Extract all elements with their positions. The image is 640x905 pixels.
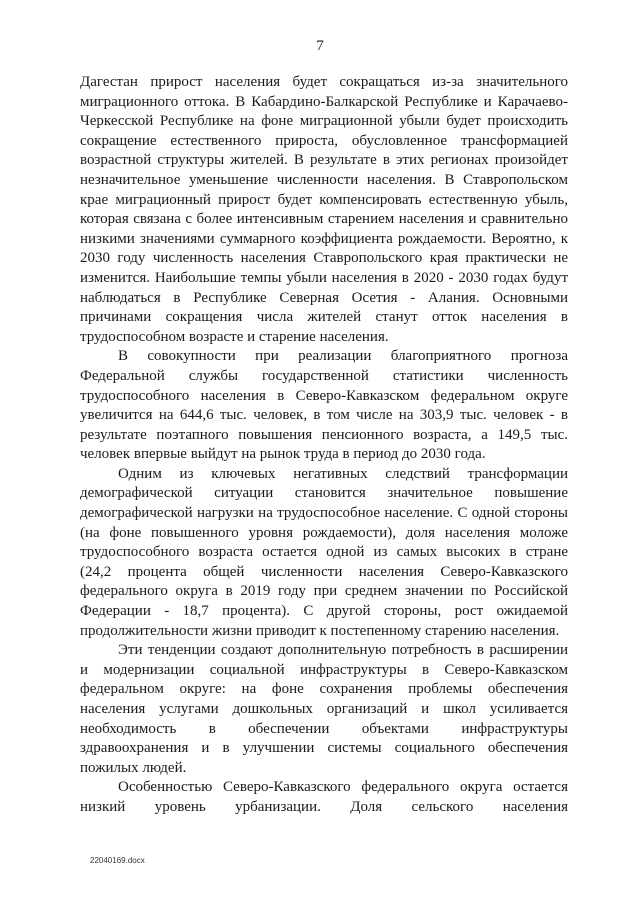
paragraph-regional-forecast (80, 73, 568, 347)
text-line: Федеральной службы государственной статистики численность (80, 367, 568, 384)
text-line: наблюдаться в Республике Северная Осетия - Алания. Основными (80, 289, 568, 306)
page-number: 7 (316, 38, 324, 54)
text-line: Федерации - 18,7 процента). С другой стороны, рост ожидаемой (80, 603, 568, 620)
text-line: возрастной структуры жителей. В результате в этих регионах произойдет (80, 152, 568, 169)
text-line: трудоспособном возрасте и старение населения. (80, 328, 389, 345)
paragraph-demographic-burden (80, 465, 568, 641)
text-line: продолжительности жизни приводит к постепенному старению населения. (80, 622, 560, 639)
footer-filename: 22040169.docx (90, 856, 145, 865)
text-line: увеличится на 644,6 тыс. человек, в том числе на 303,9 тыс. человек - в (80, 407, 568, 424)
paragraph-working-age-population (80, 347, 568, 465)
text-line: Дагестан прирост населения будет сокращаться из-за значительного (80, 74, 568, 90)
text-line: Одним из ключевых негативных следствий трансформации (118, 465, 568, 482)
text-line: причинами сокращения числа жителей станут отток населения в (80, 309, 568, 326)
text-line: 2030 году численность населения Ставропольского края практически не (80, 250, 568, 267)
text-line: трудоспособного возраста остается одной из самых высоких в стране (80, 544, 568, 561)
text-line: изменится. Наибольшие темпы убыли населения в 2020 - 2030 годах будут (80, 269, 568, 286)
paragraph-urbanization (80, 778, 568, 817)
text-line: В совокупности при реализации благоприятного прогноза (118, 348, 568, 365)
text-line: необходимость в обеспечении объектами инфраструктуры (80, 720, 568, 737)
paragraph-social-infrastructure (80, 641, 568, 778)
text-line: демографической нагрузки на трудоспособное население. С одной стороны (80, 505, 568, 522)
text-line: низкий уровень урбанизации. Доля сельского населения (80, 798, 568, 815)
text-line: трудоспособного населения в Северо-Кавказском федеральном округе (80, 387, 568, 404)
text-line: (на фоне повышенного уровня рождаемости), доля населения моложе (80, 524, 568, 541)
text-line: (24,2 процента общей численности населения Северо-Кавказского (80, 563, 568, 580)
text-line: населения услугами дошкольных организаций и школ усиливается (80, 701, 568, 717)
text-line: здравоохранения и в улучшении системы социального обеспечения (80, 740, 568, 757)
text-line: результате поэтапного повышения пенсионного возраста, а 149,5 тыс. (80, 426, 568, 443)
document-body (80, 73, 568, 818)
text-line: миграционного оттока. В Кабардино-Балкарской Республике и Карачаево- (80, 93, 568, 110)
text-line: низкими значениями суммарного коэффициента рождаемости. Вероятно, к (80, 230, 568, 247)
text-line: Эти тенденции создают дополнительную потребность в расширении (118, 642, 568, 659)
text-line: и модернизации социальной инфраструктуры в Северо-Кавказском (80, 661, 568, 678)
text-line: пожилых людей. (80, 759, 187, 776)
text-line: федеральном округе: на фоне сохранения проблемы обеспечения (80, 681, 568, 698)
text-line: Особенностью Северо-Кавказского федерального округа остается (118, 779, 568, 796)
text-line: крае миграционный прирост будет компенсировать естественную убыль, (80, 191, 568, 208)
text-line: Черкесской Республике на фоне миграционной убыли будет происходить (80, 113, 568, 130)
text-line: демографической ситуации становится значительное повышение (80, 485, 568, 502)
text-line: человек впервые выйдут на рынок труда в период до 2030 года. (80, 446, 486, 463)
text-line: незначительное уменьшение численности населения. В Ставропольском (80, 171, 568, 188)
text-line: сокращение естественного прироста, обусловленное трансформацией (80, 132, 568, 149)
text-line: которая связана с более интенсивным старением населения и сравнительно (80, 211, 568, 228)
text-line: федерального округа в 2019 году при среднем значении по Российской (80, 583, 568, 600)
